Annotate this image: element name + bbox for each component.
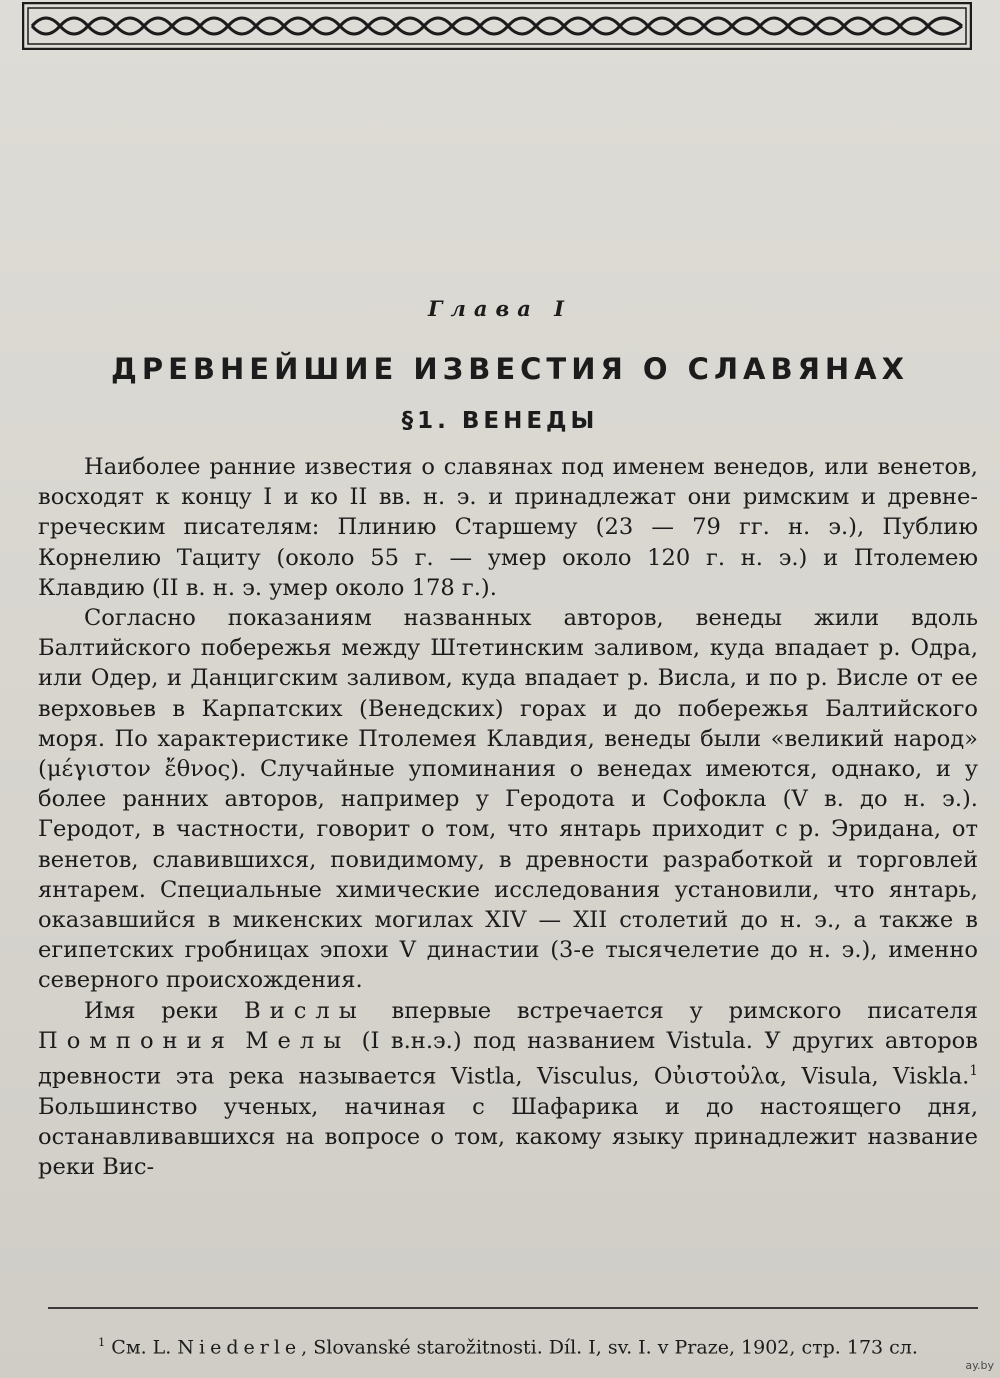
- paragraph-1: Наиболее ранние известия о славянах под именем венедов, или венетов, восходят к концу I и ко II вв. н. э. и принадлежат они римским и древне-греческим писателям: Плинию Старшему (23 — 79 гг. н. э.), Публию Корнелию Тациту (около 55 г. — умер около 120 г. н. э.) и Птолемею Клавдию (II в. н. э. умер около 178 г.).: [38, 454, 978, 601]
- p3-end: Большинство ученых, начиная с Шафарика и до настоящего дня, останавливавшихся на вопросе о том, какому языку принадлежит название реки Вис-: [38, 1093, 978, 1181]
- header-ornament-border: [22, 2, 972, 50]
- p3-space: [234, 1028, 245, 1054]
- chapter-label: Глава I: [427, 296, 572, 321]
- p3-mid: впервые встречается у римского писателя: [365, 997, 978, 1024]
- watermark: ay.by: [965, 1359, 994, 1372]
- body-text: [38, 452, 978, 1182]
- footnote-text-a: См. L.: [105, 1336, 178, 1359]
- footnote-ref: 1: [969, 1063, 978, 1080]
- p3-start: Имя реки: [84, 997, 245, 1024]
- p3-mely: Мелы: [245, 1027, 351, 1054]
- section-title: §1. ВЕНЕДЫ: [401, 408, 599, 434]
- footnote-divider: [48, 1307, 978, 1309]
- p3-pomponiya: Помпония: [38, 1027, 234, 1054]
- p3-rest: (I в.н.э.) под названием Vistula. У других авторов древности эта река называется Vistla, Visculus, Οὐιστοὐλα, Visula, Viskla.: [38, 1027, 978, 1090]
- footnote-author: Niederle: [177, 1336, 302, 1359]
- paragraph-3: [38, 996, 978, 1183]
- chapter-title: ДРЕВНЕЙШИЕ ИЗВЕСТИЯ О СЛАВЯНАХ: [111, 352, 909, 386]
- paragraph-2: Согласно показаниям названных авторов, венеды жили вдоль Балтийского побережья между Штетинским заливом, куда впадает р. Одра, или Одер, и Данцигским заливом, куда впадает р. Висла, и по р. Висле от ее верховьев в Карпатских (Венедских) горах и до побережья Балтийского моря. По характеристике Птолемея Клавдия, венеды были «великий народ» (μέγιστον ἔθνος). Случайные упоминания о венедах имеются, однако, и у более ранних авторов, например у Геродота и Софокла (V в. до н. э.). Геродот, в частности, говорит о том, что янтарь приходит с р. Эридана, от венетов, славившихся, повидимому, в древности разработкой и торговлей янтарем. Специальные химические исследования установили, что янтарь, оказавшийся в микенских могилах XIV — XII столетий до н. э., а также в египетских гробницах эпохи V династии (3-е тысячелетие до н. э.), именно северного происхождения.: [38, 605, 978, 994]
- footnote-marker: 1: [98, 1335, 106, 1349]
- p3-visly: Вислы: [244, 997, 366, 1024]
- footnote: [48, 1330, 978, 1359]
- footnote-text-b: , Slovanské starožitnosti. Díl. I, sv. I. v Praze, 1902, стр. 173 сл.: [301, 1336, 918, 1359]
